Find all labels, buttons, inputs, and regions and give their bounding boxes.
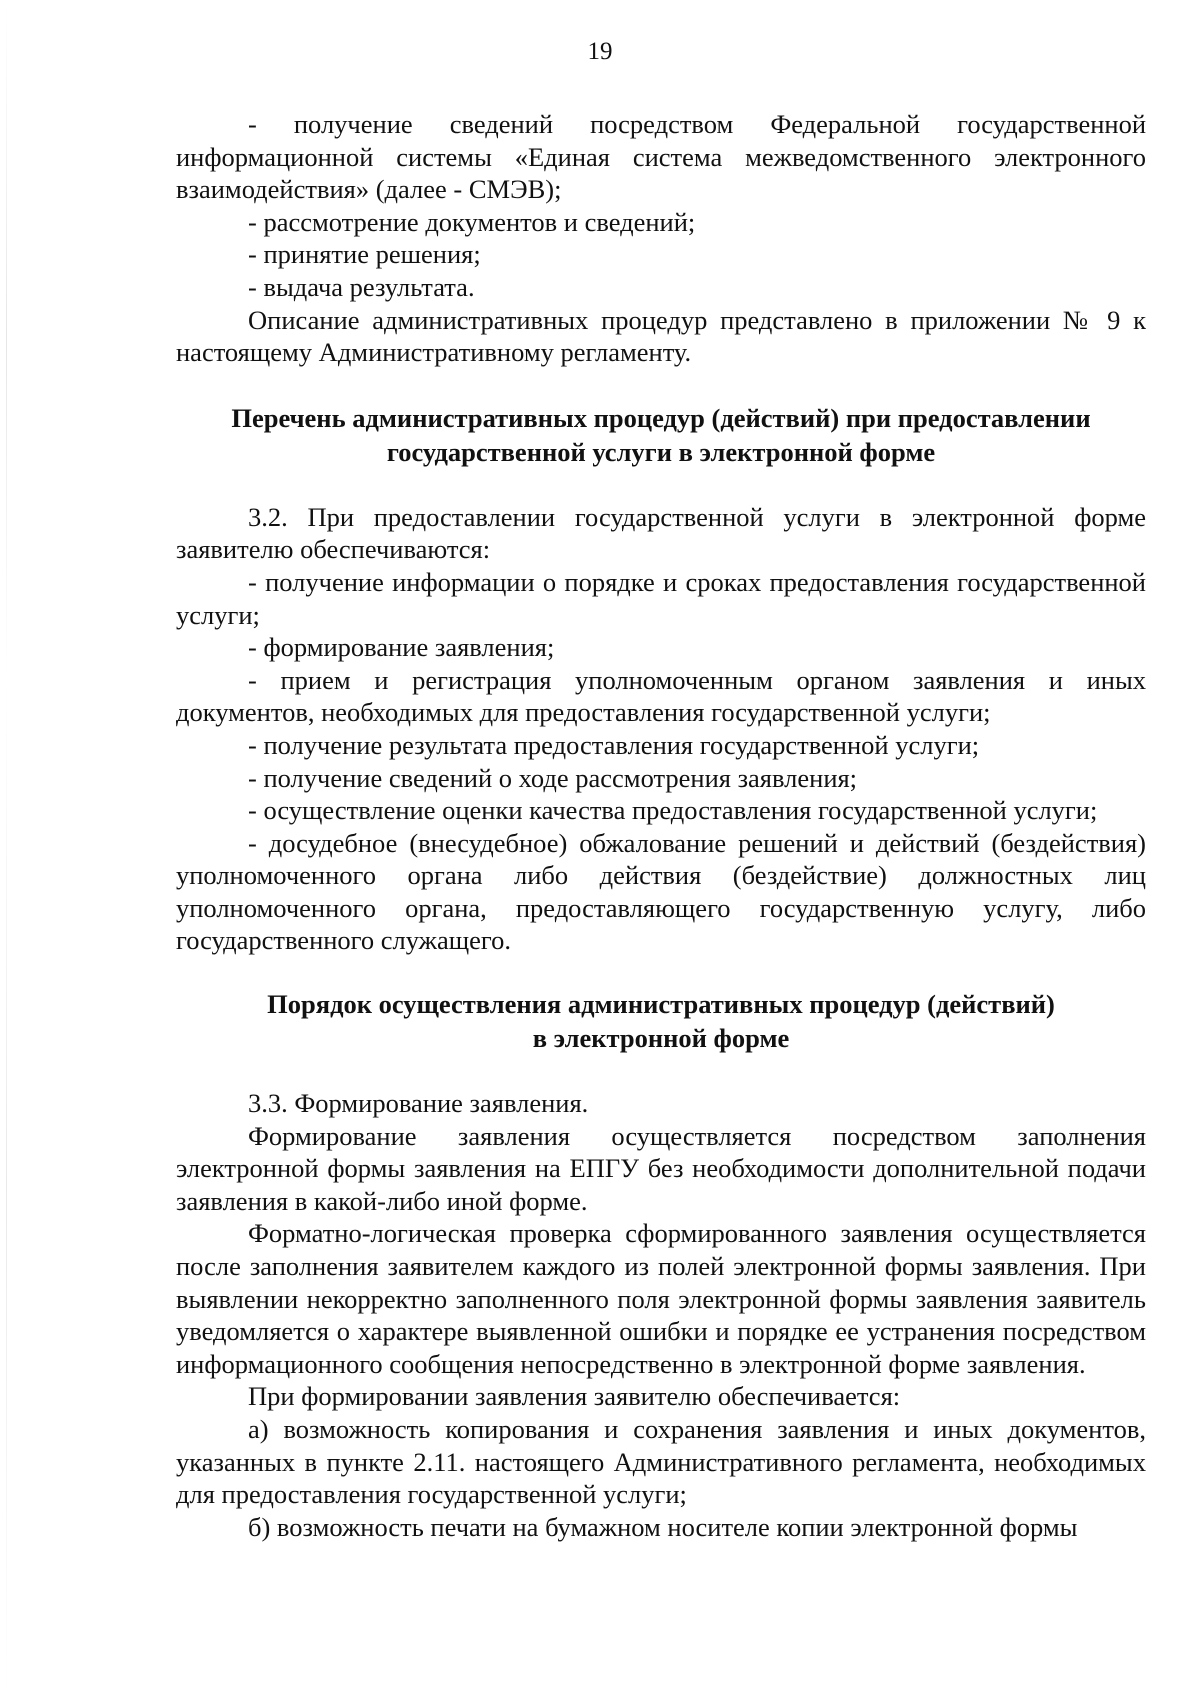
section-heading-procedures-list xyxy=(176,401,1146,469)
paragraph-appendix-reference: Описание административных процедур представлено в приложении № 9 к настоящему Административному регламенту. xyxy=(176,304,1146,368)
paragraph-item-b: б) возможность печати на бумажном носителе копии электронной формы xyxy=(248,1511,1078,1542)
page-number: 19 xyxy=(587,38,613,65)
paragraph-decision: - принятие решения; xyxy=(248,239,481,270)
paragraph-receive-result: - получение результата предоставления государственной услуги; xyxy=(248,729,980,760)
heading-line: Перечень административных процедур (действий) при предоставлении xyxy=(231,402,1091,433)
scan-edge-line xyxy=(6,0,7,1696)
heading-line: государственной услуги в электронной форме xyxy=(386,436,936,467)
paragraph-issue-result: - выдача результата. xyxy=(248,271,475,302)
page-body xyxy=(176,108,1146,1543)
heading-line: в электронной форме xyxy=(532,1023,790,1054)
paragraph-reception-registration: - прием и регистрация уполномоченным органом заявления и иных документов, необходимых для предоставления государственной услуги; xyxy=(176,664,1146,728)
paragraph-info-deadlines: - получение информации о порядке и сроках предоставления государственной услуги; xyxy=(176,566,1146,630)
paragraph-item-a: а) возможность копирования и сохранения заявления и иных документов, указанных в пункте 2.11. настоящего Административного регламента, необходимых для предоставления государственной услуги; xyxy=(176,1414,1146,1510)
section-heading-procedures-order xyxy=(176,987,1146,1055)
paragraph-quality-assessment: - осуществление оценки качества предоставления государственной услуги; xyxy=(248,795,1098,826)
paragraph-applicant-provided: При формировании заявления заявителю обеспечивается: xyxy=(248,1381,901,1412)
paragraph-form-application: - формирование заявления; xyxy=(248,632,555,663)
paragraph-progress-info: - получение сведений о ходе рассмотрения заявления; xyxy=(248,762,858,793)
paragraph-format-check: Форматно-логическая проверка сформированного заявления осуществляется после заполнения заявителем каждого из полей электронной формы заявления. При выявлении некорректно заполненного поля электронной формы заявления заявитель уведомляется о характере выявленной ошибки и порядке ее устранения посредством информационного сообщения непосредственно в электронной форме заявления. xyxy=(176,1218,1146,1379)
paragraph-review-documents: - рассмотрение документов и сведений; xyxy=(248,206,696,237)
paragraph-smev: - получение сведений посредством Федеральной государственной информационной системы «Единая система межведомственного электронного взаимодействия» (далее - СМЭВ); xyxy=(176,109,1146,205)
paragraph-form-epgu: Формирование заявления осуществляется посредством заполнения электронной формы заявления на ЕПГУ без необходимости дополнительной подачи заявления в какой-либо иной форме. xyxy=(176,1120,1146,1216)
paragraph-3-2: 3.2. При предоставлении государственной услуги в электронной форме заявителю обеспечиваются: xyxy=(176,501,1146,565)
paragraph-3-3: 3.3. Формирование заявления. xyxy=(248,1088,589,1119)
paragraph-appeal: - досудебное (внесудебное) обжалование решений и действий (бездействия) уполномоченного органа либо действия (бездействие) должностных лиц уполномоченного органа, предоставляющего государственную услугу, либо государственного служащего. xyxy=(176,827,1146,956)
heading-line: Порядок осуществления административных процедур (действий) xyxy=(267,989,1055,1020)
